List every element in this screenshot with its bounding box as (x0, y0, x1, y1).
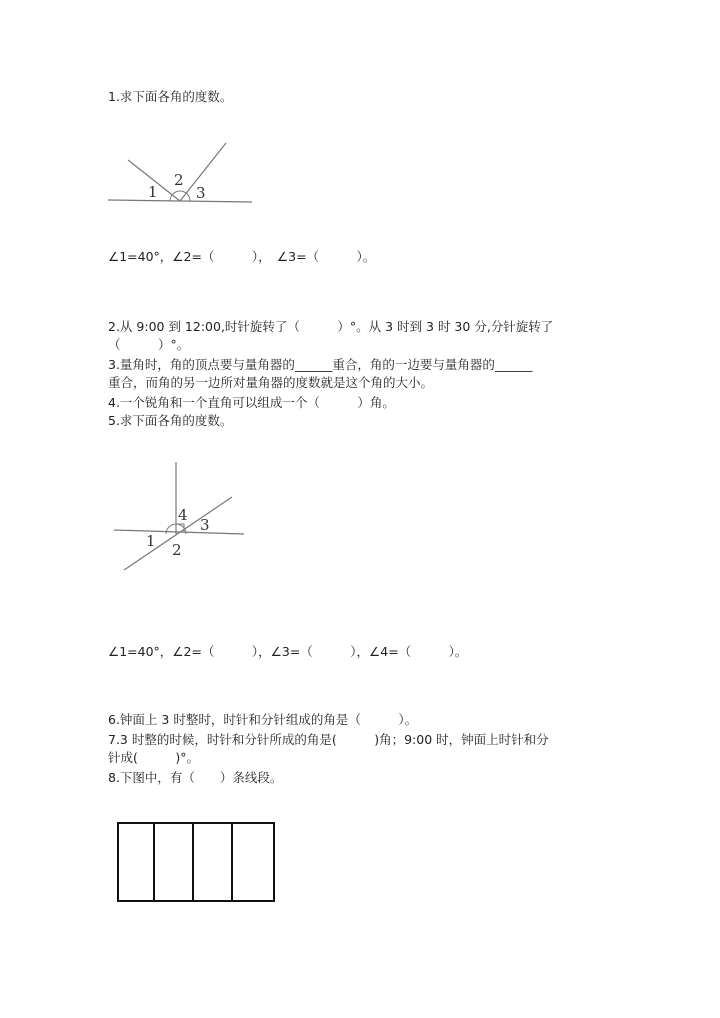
q6-text: 6.钟面上 3 时整时，时针和分针组成的角是（ ）。 (108, 712, 418, 727)
q5-label-2: 2 (172, 541, 182, 559)
q7-line1: 7.3 时整的时候，时针和分针所成的角是( )角；9:00 时，钟面上时针和分 (108, 732, 549, 747)
q5-label-1: 1 (146, 532, 156, 550)
q8-rectangle-figure (116, 821, 278, 906)
q1-angle-figure (100, 135, 260, 213)
q5-label-4: 4 (178, 506, 188, 524)
q2-line1: 2.从 9:00 到 12:00,时针旋转了（ ）°。从 3 时到 3 时 30 分,分针旋转了 (108, 319, 554, 334)
q1-label-2: 2 (174, 171, 184, 189)
q2-line2: （ ）°。 (108, 337, 190, 352)
q7-line2: 针成( )°。 (108, 750, 200, 765)
q1-label-1: 1 (148, 183, 158, 201)
q8-outer-rectangle (118, 823, 274, 901)
q1-label-3: 3 (196, 184, 206, 202)
q8-text: 8.下图中，有（ ）条线段。 (108, 770, 283, 785)
q5-label-3: 3 (200, 516, 210, 534)
q5-answer-line: ∠1=40°，∠2=（ ），∠3=（ ），∠4=（ ）。 (108, 644, 468, 659)
q4-text: 4.一个锐角和一个直角可以组成一个（ ）角。 (108, 395, 395, 410)
q5-angle-figure (110, 460, 250, 578)
q1-title: 1.求下面各角的度数。 (108, 89, 233, 104)
q5-title: 5.求下面各角的度数。 (108, 413, 233, 428)
q3-line2: 重合，而角的另一边所对量角器的度数就是这个角的大小。 (108, 375, 434, 390)
q3-line1: 3.量角时，角的顶点要与量角器的______重合，角的一边要与量角器的______ (108, 357, 533, 372)
q1-answer-line: ∠1=40°，∠2=（ ）， ∠3=（ ）。 (108, 249, 376, 264)
